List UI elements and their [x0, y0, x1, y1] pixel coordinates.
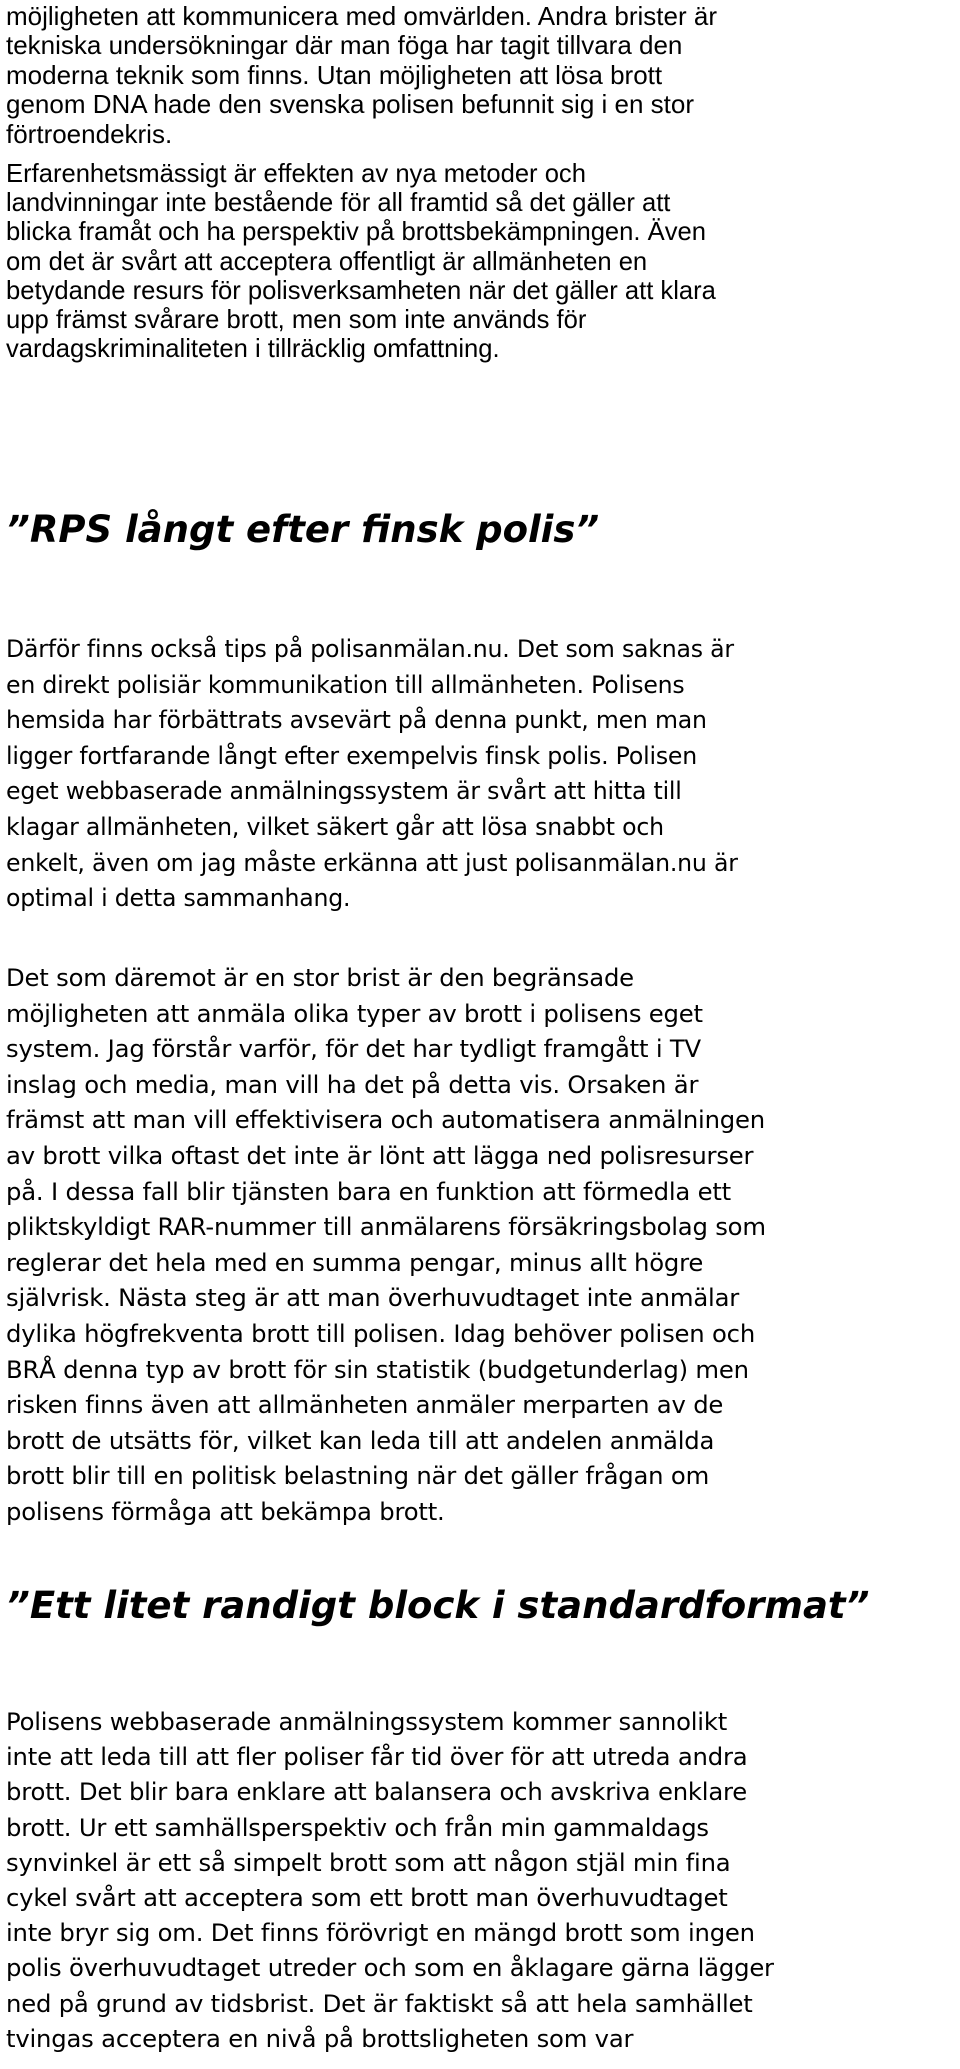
text-line: polisens förmåga att bekämpa brott. — [6, 1496, 445, 1526]
text-line: genom DNA hade den svenska polisen befunnit sig i en stor — [6, 89, 694, 120]
text-line: brott. Det blir bara enklare att balansera och avskriva enklare — [6, 1777, 748, 1807]
text-line: tvingas acceptera en nivå på brottsligheten som var — [6, 2023, 634, 2053]
text-line: Det som däremot är en stor brist är den begränsade — [6, 963, 634, 992]
paragraph-erfarenhet — [6, 160, 716, 364]
text-line: reglerar det hela med en summa pengar, minus allt högre — [6, 1247, 704, 1277]
text-line: av brott vilka oftast det inte är lönt att lägga ned polisresurser — [6, 1140, 754, 1170]
paragraph-webbaserade — [6, 1704, 774, 2056]
text-line: Därför finns också tips på polisanmälan.nu. Det som saknas är — [6, 635, 734, 663]
text-line: cykel svårt att acceptera som ett brott man överhuvudtaget — [6, 1883, 728, 1913]
text-line: inte att leda till att fler poliser får tid över för att utreda andra — [6, 1742, 748, 1772]
text-line: eget webbaserade anmälningssystem är svårt att hitta till — [6, 777, 682, 806]
text-line: enkelt, även om jag måste erkänna att just polisanmälan.nu är — [6, 848, 738, 877]
text-line: en direkt polisiär kommunikation till allmänheten. Polisens — [6, 670, 685, 699]
section-heading: ”Ett litet randigt block i standardformat” — [6, 1584, 870, 1627]
text-line: tekniska undersökningar där man föga har tagit tillvara den — [6, 30, 683, 61]
text-line: självrisk. Nästa steg är att man överhuvudtaget inte anmälar — [6, 1283, 740, 1313]
text-line: ned på grund av tidsbrist. Det är faktiskt så att hela samhället — [6, 1988, 753, 2018]
paragraph-intro — [6, 2, 717, 149]
text-line: inte bryr sig om. Det finns förövrigt en mängd brott som ingen — [6, 1918, 755, 1948]
text-line: blicka framåt och ha perspektiv på brottsbekämpningen. Även — [6, 218, 706, 247]
text-line: möjligheten att kommunicera med omvärlden. Andra brister är — [6, 1, 717, 31]
text-line: optimal i detta sammanhang. — [6, 884, 351, 913]
text-line: moderna teknik som finns. Utan möjligheten att lösa brott — [6, 59, 663, 90]
text-line: polis överhuvudtaget utreder och som en åklagare gärna lägger — [6, 1953, 774, 1983]
section-heading: ”RPS långt efter finsk polis” — [6, 508, 600, 551]
text-line: om det är svårt att acceptera offentligt är allmänheten en — [6, 247, 648, 276]
text-line: Erfarenhetsmässigt är effekten av nya metoder och — [6, 160, 586, 188]
text-line: pliktskyldigt RAR-nummer till anmälarens försäkringsbolag som — [6, 1212, 766, 1242]
text-line: risken finns även att allmänheten anmäler merparten av de — [6, 1390, 724, 1420]
text-line: ligger fortfarande långt efter exempelvis finsk polis. Polisen — [6, 741, 697, 770]
text-line: dylika högfrekventa brott till polisen. Idag behöver polisen och — [6, 1318, 756, 1348]
paragraph-brist — [6, 960, 766, 1530]
text-line: främst att man vill effektivisera och automatisera anmälningen — [6, 1105, 765, 1135]
text-line: på. I dessa fall blir tjänsten bara en funktion att förmedla ett — [6, 1176, 731, 1206]
text-line: synvinkel är ett så simpelt brott som att någon stjäl min fina — [6, 1847, 731, 1877]
text-line: möjligheten att anmäla olika typer av brott i polisens eget — [6, 998, 703, 1028]
text-line: betydande resurs för polisverksamheten när det gäller att klara — [6, 276, 716, 305]
text-line: brott. Ur ett samhällsperspektiv och från min gammaldags — [6, 1812, 709, 1842]
text-line: klagar allmänheten, vilket säkert går att lösa snabbt och — [6, 812, 664, 841]
text-line: brott blir till en politisk belastning när det gäller frågan om — [6, 1461, 710, 1491]
text-line: brott de utsätts för, vilket kan leda till att andelen anmälda — [6, 1425, 715, 1455]
text-line: landvinningar inte bestående för all framtid så det gäller att — [6, 189, 671, 218]
text-line: system. Jag förstår varför, för det har tydligt framgått i TV — [6, 1034, 701, 1064]
text-line: hemsida har förbättrats avsevärt på denna punkt, men man — [6, 706, 707, 735]
text-line: Polisens webbaserade anmälningssystem kommer sannolikt — [6, 1707, 728, 1736]
text-line: BRÅ denna typ av brott för sin statistik (budgetunderlag) men — [6, 1354, 749, 1384]
text-line: vardagskriminaliteten i tillräcklig omfattning. — [6, 335, 500, 364]
text-line: förtroendekris. — [6, 118, 173, 149]
text-line: upp främst svårare brott, men som inte används för — [6, 306, 587, 335]
text-line: inslag och media, man vill ha det på detta vis. Orsaken är — [6, 1069, 699, 1099]
paragraph-tips — [6, 632, 738, 917]
